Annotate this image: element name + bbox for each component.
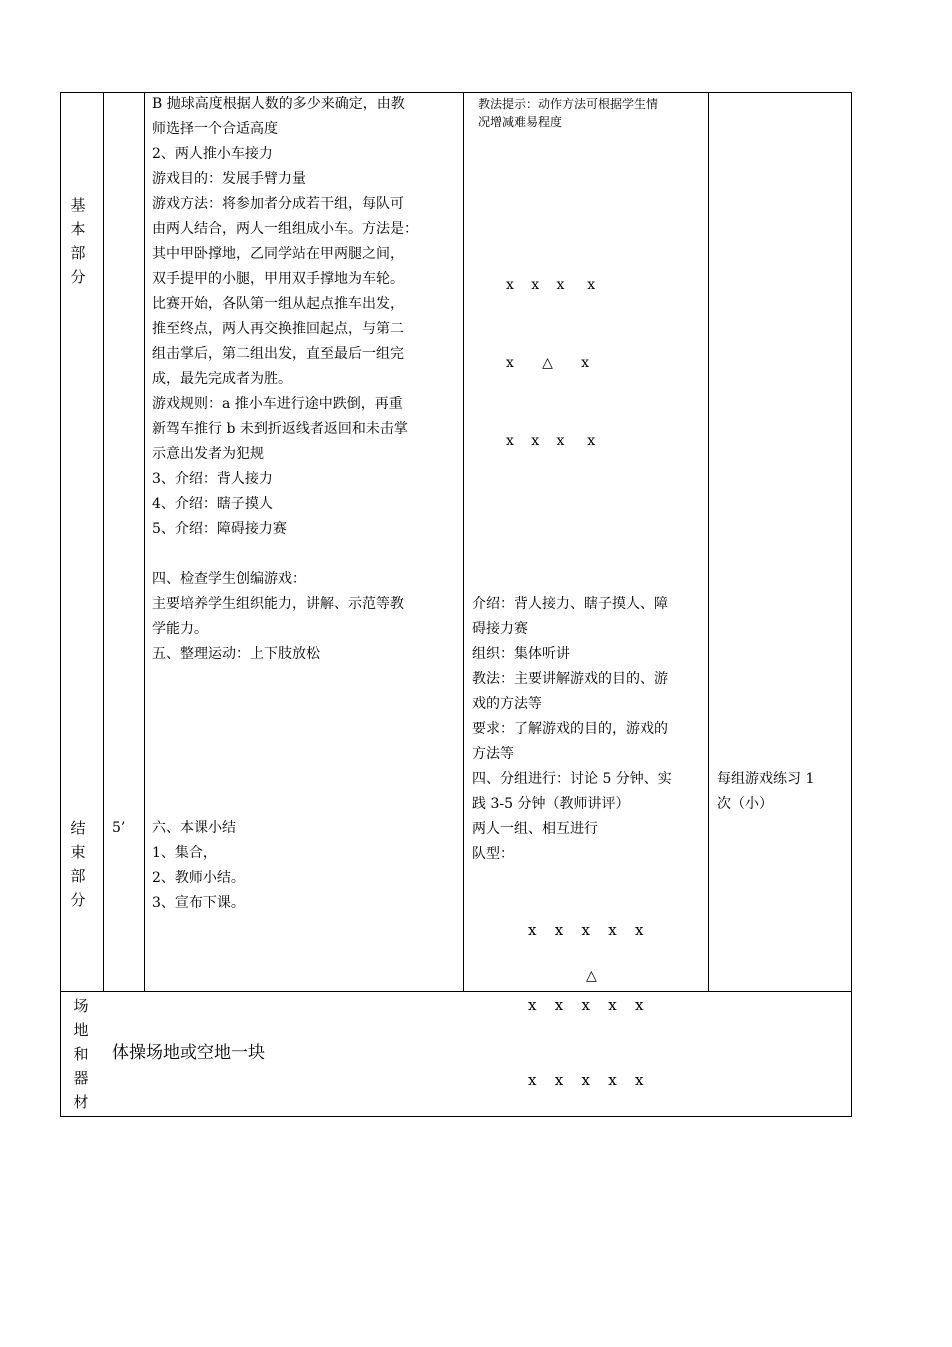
section-label-main: 基 本 部 分 bbox=[70, 196, 86, 286]
col-divider-3 bbox=[463, 92, 464, 992]
table-border-left bbox=[60, 92, 61, 1117]
col-divider-4 bbox=[708, 92, 709, 992]
teacher-position-marker: △ bbox=[586, 968, 598, 984]
formation-large: x x x x x x x x x x x x x x x bbox=[528, 921, 645, 1089]
row-divider bbox=[60, 991, 852, 992]
formation-small: x x x x x △ x x x x x bbox=[506, 277, 597, 449]
section-label-venue: 场 地 和 器 材 bbox=[73, 997, 89, 1111]
table-border-bottom bbox=[60, 1116, 852, 1117]
method-hint: 教法提示：动作方法可根据学生情 况增减难易程度 bbox=[478, 97, 659, 129]
table-border-right bbox=[851, 92, 852, 1117]
col-divider-1 bbox=[103, 92, 104, 992]
organization-notes: 介绍：背人接力、瞎子摸人、障 碍接力赛 组织：集体听讲 教法：主要讲解游戏的目的、游 戏的方法等 要求：了解游戏的目的，游戏的 方法等 四、分组进行：讨论 5 分钟、实 践 3-5 分钟（教师讲评） 两人一组、相互进行 队型： bbox=[472, 596, 672, 862]
end-time: 5’ bbox=[112, 820, 126, 836]
col-divider-2 bbox=[144, 92, 145, 992]
section-label-end: 结 束 部 分 bbox=[70, 819, 86, 909]
venue-equipment: 体操场地或空地一块 bbox=[112, 1043, 265, 1063]
content-main: B 抛球高度根据人数的多少来确定，由教 师选择一个合适高度 2、两人推小车接力 游戏目的：发展手臂力量 游戏方法：将参加者分成若干组，每队可 由两人结合，两人一组组成小车。方法是： 其中甲卧撑地，乙同学站在甲两腿之间， 双手提甲的小腿，甲用双手撑地为车轮。 比赛开始，各队第一组从起点推车出发， 推至终点，两人再交换推回起点，与第二 组击掌后，第二组出发，直至最后一组完 成，最先完成者为胜。 游戏规则：a 推小车进行途中跌倒，再重 新驾车推行 b 未到折返线者返回和未击掌 示意出发者为犯规 3、介绍：背人接力 4、介绍：瞎子摸人 5、介绍：障碍接力赛 四、检查学生创编游戏： 主要培养学生组织能力，讲解、示范等教 学能力。 五、整理运动：上下肢放松 bbox=[152, 96, 418, 662]
exercise-load: 每组游戏练习 1 次（小） bbox=[717, 771, 815, 812]
content-end: 六、本课小结 1、集合， 2、教师小结。 3、宣布下课。 bbox=[152, 820, 245, 911]
